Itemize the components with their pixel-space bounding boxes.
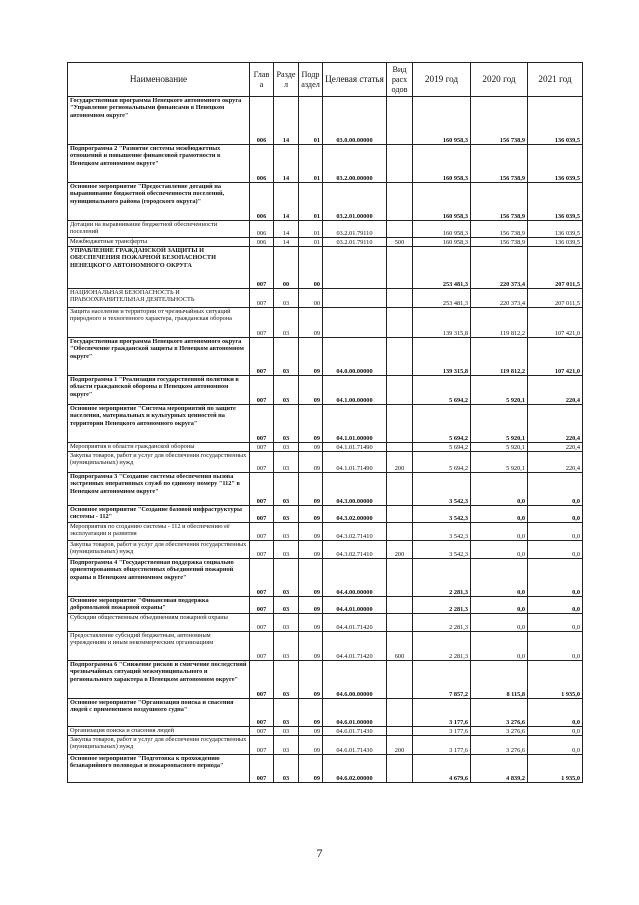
row-subsection-cell: 01 <box>299 97 323 145</box>
row-target-article-cell: 04.4.01.00000 <box>323 597 387 614</box>
row-2021-cell: 0,0 <box>528 699 583 727</box>
row-name-cell: Подпрограмма 2 "Развитие системы межбюджетных отношений и повышение финансовой грамотности в Ненецком автономном округе" <box>68 145 250 183</box>
row-2020-cell: 5 920,1 <box>471 443 528 452</box>
row-2021-cell: 1 935,0 <box>528 755 583 783</box>
row-expense-type-cell <box>387 755 413 783</box>
row-section-cell: 03 <box>274 376 299 405</box>
row-expense-type-cell <box>387 289 413 308</box>
row-name-cell: Предоставление субсидий бюджетным, автономным учреждениям и иным некоммерческим организациям <box>68 632 250 661</box>
table-row <box>68 405 583 443</box>
row-subsection-cell: 01 <box>299 183 323 221</box>
row-2020-cell: 3 276,6 <box>471 727 528 736</box>
row-section-cell: 00 <box>274 247 299 289</box>
row-section-cell: 14 <box>274 221 299 238</box>
row-chapter-cell: 007 <box>250 632 274 661</box>
table-row <box>68 247 583 289</box>
row-name-cell: Защита населения и территории от чрезвычайных ситуаций природного и техногенного характера, гражданская оборона <box>68 308 250 338</box>
row-target-article-cell: 04.6.01.00000 <box>323 699 387 727</box>
row-section-cell: 14 <box>274 183 299 221</box>
row-subsection-cell: 01 <box>299 238 323 247</box>
col-header-chapter: Глав а <box>250 63 274 97</box>
table-row <box>68 376 583 405</box>
row-target-article-cell <box>323 308 387 338</box>
row-2019-cell: 160 958,3 <box>413 183 471 221</box>
row-subsection-cell: 09 <box>299 523 323 541</box>
row-chapter-cell: 007 <box>250 473 274 506</box>
row-section-cell: 03 <box>274 289 299 308</box>
row-expense-type-cell <box>387 559 413 597</box>
row-chapter-cell: 007 <box>250 308 274 338</box>
row-expense-type-cell <box>387 699 413 727</box>
table-row <box>68 97 583 145</box>
row-subsection-cell: 09 <box>299 443 323 452</box>
row-2020-cell: 156 738,9 <box>471 97 528 145</box>
row-2021-cell: 136 039,5 <box>528 183 583 221</box>
row-expense-type-cell: 200 <box>387 736 413 755</box>
row-target-article-cell: 04.6.01.71430 <box>323 727 387 736</box>
table-row <box>68 597 583 614</box>
col-header-2020: 2020 год <box>471 63 528 97</box>
row-2021-cell: 0,0 <box>528 473 583 506</box>
row-chapter-cell: 007 <box>250 597 274 614</box>
row-2020-cell: 0,0 <box>471 523 528 541</box>
table-row <box>68 736 583 755</box>
row-2021-cell: 0,0 <box>528 736 583 755</box>
row-2021-cell: 0,0 <box>528 541 583 559</box>
row-name-cell: Закупка товаров, работ и услуг для обеспечения государственных (муниципальных) нужд <box>68 541 250 559</box>
row-2019-cell: 2 281,3 <box>413 597 471 614</box>
row-2020-cell: 5 920,1 <box>471 405 528 443</box>
row-2021-cell: 220,4 <box>528 452 583 473</box>
row-target-article-cell: 04.1.01.71490 <box>323 443 387 452</box>
row-chapter-cell: 007 <box>250 755 274 783</box>
table-row <box>68 614 583 632</box>
row-2019-cell: 7 857,2 <box>413 661 471 699</box>
row-subsection-cell: 09 <box>299 308 323 338</box>
row-2020-cell: 8 115,8 <box>471 661 528 699</box>
row-section-cell: 03 <box>274 736 299 755</box>
table-row <box>68 473 583 506</box>
row-name-cell: Подпрограмма 1 "Реализация государственной политики в области гражданской обороны в Ненецком автономном округе" <box>68 376 250 405</box>
row-expense-type-cell <box>387 247 413 289</box>
table-body <box>68 97 583 783</box>
row-chapter-cell: 006 <box>250 145 274 183</box>
row-2019-cell: 139 315,8 <box>413 308 471 338</box>
row-chapter-cell: 007 <box>250 452 274 473</box>
row-name-cell: Мероприятия в области гражданской обороны <box>68 443 250 452</box>
row-section-cell: 14 <box>274 238 299 247</box>
row-chapter-cell: 007 <box>250 443 274 452</box>
header-row <box>68 63 583 97</box>
row-2021-cell: 220,4 <box>528 405 583 443</box>
row-2020-cell: 220 373,4 <box>471 289 528 308</box>
row-section-cell: 03 <box>274 541 299 559</box>
row-2019-cell: 2 281,3 <box>413 559 471 597</box>
row-chapter-cell: 007 <box>250 338 274 376</box>
row-2019-cell: 160 958,3 <box>413 238 471 247</box>
table-row <box>68 559 583 597</box>
row-target-article-cell <box>323 289 387 308</box>
row-section-cell: 03 <box>274 699 299 727</box>
col-header-name: Наименование <box>68 63 250 97</box>
row-target-article-cell: 03.2.00.00000 <box>323 145 387 183</box>
row-target-article-cell: 04.4.01.71420 <box>323 632 387 661</box>
row-target-article-cell: 04.4.01.71420 <box>323 614 387 632</box>
row-chapter-cell: 007 <box>250 541 274 559</box>
table-row <box>68 755 583 783</box>
row-2020-cell: 0,0 <box>471 506 528 523</box>
row-subsection-cell: 09 <box>299 727 323 736</box>
row-target-article-cell: 03.2.01.00000 <box>323 183 387 221</box>
row-2019-cell: 5 694,2 <box>413 376 471 405</box>
row-2019-cell: 253 481,3 <box>413 289 471 308</box>
row-chapter-cell: 007 <box>250 523 274 541</box>
row-subsection-cell: 09 <box>299 541 323 559</box>
row-expense-type-cell <box>387 661 413 699</box>
row-name-cell: Основное мероприятие "Система мероприятий по защите населения, материальных и культурных ценностей на территории Ненецкого автономного округа" <box>68 405 250 443</box>
col-header-target-article: Целевая статья <box>323 63 387 97</box>
row-expense-type-cell <box>387 338 413 376</box>
row-2020-cell: 3 276,6 <box>471 699 528 727</box>
row-2020-cell: 4 839,2 <box>471 755 528 783</box>
row-expense-type-cell <box>387 443 413 452</box>
row-section-cell: 03 <box>274 443 299 452</box>
row-section-cell: 03 <box>274 473 299 506</box>
row-subsection-cell: 09 <box>299 452 323 473</box>
row-section-cell: 03 <box>274 614 299 632</box>
row-2021-cell: 136 039,5 <box>528 145 583 183</box>
row-section-cell: 03 <box>274 506 299 523</box>
row-subsection-cell: 09 <box>299 506 323 523</box>
row-2021-cell: 107 421,0 <box>528 308 583 338</box>
row-2019-cell: 3 542,3 <box>413 506 471 523</box>
row-name-cell: Подпрограмма 6 "Снижение рисков и смягчение последствий чрезвычайных ситуаций межмуниципального и регионального характера в Ненецком автономном округе" <box>68 661 250 699</box>
row-subsection-cell: 01 <box>299 221 323 238</box>
row-2019-cell: 160 958,3 <box>413 97 471 145</box>
table-row <box>68 145 583 183</box>
row-2020-cell: 119 812,2 <box>471 308 528 338</box>
row-chapter-cell: 007 <box>250 559 274 597</box>
row-expense-type-cell <box>387 221 413 238</box>
row-subsection-cell: 09 <box>299 632 323 661</box>
row-section-cell: 03 <box>274 632 299 661</box>
row-2020-cell: 156 738,9 <box>471 238 528 247</box>
row-expense-type-cell <box>387 727 413 736</box>
row-2021-cell: 0,0 <box>528 632 583 661</box>
row-subsection-cell: 01 <box>299 145 323 183</box>
row-subsection-cell: 09 <box>299 736 323 755</box>
row-expense-type-cell <box>387 97 413 145</box>
row-2020-cell: 0,0 <box>471 473 528 506</box>
table-row <box>68 632 583 661</box>
row-name-cell: Основное мероприятие "Создание базовой инфраструктуры системы - 112" <box>68 506 250 523</box>
row-subsection-cell: 09 <box>299 614 323 632</box>
row-section-cell: 14 <box>274 97 299 145</box>
row-target-article-cell: 04.1.01.71490 <box>323 452 387 473</box>
row-target-article-cell: 04.1.00.00000 <box>323 376 387 405</box>
row-name-cell: Государственная программа Ненецкого автономного округа "Обеспечение гражданской защиты в Ненецком автономном округе" <box>68 338 250 376</box>
row-target-article-cell: 04.4.00.00000 <box>323 559 387 597</box>
row-name-cell: Государственная программа Ненецкого автономного округа "Управление региональными финансами в Ненецком автономном округе" <box>68 97 250 145</box>
row-2019-cell: 3 177,6 <box>413 699 471 727</box>
row-section-cell: 03 <box>274 405 299 443</box>
row-chapter-cell: 006 <box>250 221 274 238</box>
row-subsection-cell: 09 <box>299 338 323 376</box>
row-2020-cell: 5 920,1 <box>471 452 528 473</box>
row-subsection-cell: 09 <box>299 405 323 443</box>
table-row <box>68 238 583 247</box>
row-2020-cell: 156 738,9 <box>471 221 528 238</box>
table-row <box>68 308 583 338</box>
table-row <box>68 661 583 699</box>
row-2019-cell: 5 694,2 <box>413 443 471 452</box>
row-2021-cell: 0,0 <box>528 614 583 632</box>
row-2020-cell: 5 920,1 <box>471 376 528 405</box>
row-2019-cell: 3 177,6 <box>413 727 471 736</box>
row-expense-type-cell <box>387 473 413 506</box>
row-chapter-cell: 006 <box>250 238 274 247</box>
row-2021-cell: 0,0 <box>528 727 583 736</box>
row-2020-cell: 220 373,4 <box>471 247 528 289</box>
row-target-article-cell: 04.3.02.71410 <box>323 523 387 541</box>
row-2019-cell: 5 694,2 <box>413 405 471 443</box>
row-subsection-cell: 09 <box>299 473 323 506</box>
row-subsection-cell: 09 <box>299 559 323 597</box>
row-2020-cell: 156 738,9 <box>471 183 528 221</box>
row-2020-cell: 0,0 <box>471 541 528 559</box>
table-row <box>68 221 583 238</box>
row-subsection-cell: 09 <box>299 597 323 614</box>
row-expense-type-cell: 500 <box>387 238 413 247</box>
table-row <box>68 523 583 541</box>
row-section-cell: 03 <box>274 452 299 473</box>
row-target-article-cell: 04.3.02.00000 <box>323 506 387 523</box>
row-2019-cell: 3 542,3 <box>413 541 471 559</box>
row-2021-cell: 107 421,0 <box>528 338 583 376</box>
table-row <box>68 443 583 452</box>
row-2019-cell: 2 281,3 <box>413 614 471 632</box>
row-name-cell: Межбюджетные трансферты <box>68 238 250 247</box>
col-header-section: Разде л <box>274 63 299 97</box>
row-2019-cell: 253 481,3 <box>413 247 471 289</box>
row-target-article-cell: 04.3.02.71410 <box>323 541 387 559</box>
row-expense-type-cell <box>387 145 413 183</box>
table-row <box>68 541 583 559</box>
row-chapter-cell: 007 <box>250 376 274 405</box>
row-chapter-cell: 006 <box>250 183 274 221</box>
row-name-cell: Организация поиска и спасения людей <box>68 727 250 736</box>
row-chapter-cell: 007 <box>250 405 274 443</box>
row-name-cell: Закупка товаров, работ и услуг для обеспечения государственных (муниципальных) нужд <box>68 452 250 473</box>
row-2020-cell: 0,0 <box>471 559 528 597</box>
row-2021-cell: 220,4 <box>528 376 583 405</box>
table-row <box>68 506 583 523</box>
row-target-article-cell: 04.3.00.00000 <box>323 473 387 506</box>
col-header-subsection: Подр аздел <box>299 63 323 97</box>
row-section-cell: 03 <box>274 559 299 597</box>
row-expense-type-cell <box>387 523 413 541</box>
row-section-cell: 03 <box>274 523 299 541</box>
row-2020-cell: 119 812,2 <box>471 338 528 376</box>
row-2021-cell: 207 011,5 <box>528 289 583 308</box>
row-target-article-cell: 04.6.02.00000 <box>323 755 387 783</box>
row-section-cell: 03 <box>274 338 299 376</box>
row-2021-cell: 207 011,5 <box>528 247 583 289</box>
row-name-cell: Субсидии общественным объединениям пожарной охраны <box>68 614 250 632</box>
table-row <box>68 183 583 221</box>
row-subsection-cell: 00 <box>299 247 323 289</box>
col-header-expense-type: Вид расх одов <box>387 63 413 97</box>
table-row <box>68 699 583 727</box>
col-header-2021: 2021 год <box>528 63 583 97</box>
row-name-cell: Основное мероприятие "Финансовая поддержка добровольной пожарной охраны" <box>68 597 250 614</box>
row-chapter-cell: 007 <box>250 247 274 289</box>
row-chapter-cell: 007 <box>250 506 274 523</box>
row-2020-cell: 156 738,9 <box>471 145 528 183</box>
row-2020-cell: 0,0 <box>471 614 528 632</box>
row-section-cell: 14 <box>274 145 299 183</box>
row-target-article-cell: 04.1.01.00000 <box>323 405 387 443</box>
row-2020-cell: 0,0 <box>471 632 528 661</box>
row-2019-cell: 3 542,3 <box>413 523 471 541</box>
row-2021-cell: 220,4 <box>528 443 583 452</box>
row-2019-cell: 139 315,8 <box>413 338 471 376</box>
row-2019-cell: 160 958,3 <box>413 145 471 183</box>
row-target-article-cell: 03.0.00.00000 <box>323 97 387 145</box>
row-2021-cell: 136 039,5 <box>528 238 583 247</box>
row-name-cell: Мероприятия по созданию системы - 112 и обеспечению её эксплуатации и развития <box>68 523 250 541</box>
row-target-article-cell: 04.0.00.00000 <box>323 338 387 376</box>
row-name-cell: Основное мероприятие "Предоставление дотаций на выравнивание бюджетной обеспеченности поселений, муниципального района (городского округа)" <box>68 183 250 221</box>
row-chapter-cell: 007 <box>250 614 274 632</box>
row-expense-type-cell <box>387 308 413 338</box>
page-number: 7 <box>316 846 323 860</box>
row-subsection-cell: 09 <box>299 661 323 699</box>
row-name-cell: Основное мероприятие "Подготовка к прохождению безаварийного половодья и пожароопасного периода" <box>68 755 250 783</box>
row-2021-cell: 0,0 <box>528 506 583 523</box>
table-row <box>68 289 583 308</box>
row-2021-cell: 1 935,0 <box>528 661 583 699</box>
table-row <box>68 727 583 736</box>
budget-table <box>67 62 583 783</box>
row-2021-cell: 136 039,5 <box>528 97 583 145</box>
row-section-cell: 03 <box>274 597 299 614</box>
row-target-article-cell <box>323 247 387 289</box>
row-section-cell: 03 <box>274 308 299 338</box>
row-2021-cell: 136 039,5 <box>528 221 583 238</box>
row-expense-type-cell: 600 <box>387 632 413 661</box>
row-target-article-cell: 04.6.01.71430 <box>323 736 387 755</box>
row-expense-type-cell <box>387 183 413 221</box>
table-row <box>68 452 583 473</box>
row-subsection-cell: 09 <box>299 755 323 783</box>
row-name-cell: УПРАВЛЕНИЕ ГРАЖДАНСКОЙ ЗАЩИТЫ И ОБЕСПЕЧЕНИЯ ПОЖАРНОЙ БЕЗОПАСНОСТИ НЕНЕЦКОГО АВТОНОМНОГО ОКРУГА <box>68 247 250 289</box>
row-chapter-cell: 007 <box>250 736 274 755</box>
row-2019-cell: 4 679,6 <box>413 755 471 783</box>
row-2019-cell: 3 177,6 <box>413 736 471 755</box>
row-expense-type-cell <box>387 597 413 614</box>
row-name-cell: Основное мероприятие "Организация поиска и спасения людей с применением воздушного судна" <box>68 699 250 727</box>
row-expense-type-cell <box>387 405 413 443</box>
row-expense-type-cell <box>387 614 413 632</box>
row-subsection-cell: 00 <box>299 289 323 308</box>
row-section-cell: 03 <box>274 755 299 783</box>
row-section-cell: 03 <box>274 661 299 699</box>
row-2019-cell: 2 281,3 <box>413 632 471 661</box>
row-2019-cell: 160 958,3 <box>413 221 471 238</box>
row-name-cell: Закупка товаров, работ и услуг для обеспечения государственных (муниципальных) нужд <box>68 736 250 755</box>
row-2021-cell: 0,0 <box>528 523 583 541</box>
row-target-article-cell: 03.2.01.79110 <box>323 238 387 247</box>
row-2020-cell: 3 276,6 <box>471 736 528 755</box>
row-expense-type-cell: 200 <box>387 541 413 559</box>
row-subsection-cell: 09 <box>299 376 323 405</box>
row-2019-cell: 3 542,3 <box>413 473 471 506</box>
row-name-cell: Подпрограмма 3 "Создание системы обеспечения вызова экстренных оперативных служб по единому номеру "112" в Ненецком автономном округе" <box>68 473 250 506</box>
row-name-cell: Дотации на выравнивание бюджетной обеспеченности поселений <box>68 221 250 238</box>
row-name-cell: НАЦИОНАЛЬНАЯ БЕЗОПАСНОСТЬ И ПРАВООХРАНИТЕЛЬНАЯ ДЕЯТЕЛЬНОСТЬ <box>68 289 250 308</box>
col-header-2019: 2019 год <box>413 63 471 97</box>
row-name-cell: Подпрограмма 4 "Государственная поддержка социально ориентированных общественных объединений пожарной охраны в Ненецком автономном округе" <box>68 559 250 597</box>
row-chapter-cell: 007 <box>250 661 274 699</box>
row-target-article-cell: 03.2.01.79110 <box>323 221 387 238</box>
row-2021-cell: 0,0 <box>528 597 583 614</box>
row-chapter-cell: 007 <box>250 699 274 727</box>
row-expense-type-cell: 200 <box>387 452 413 473</box>
row-expense-type-cell <box>387 506 413 523</box>
row-expense-type-cell <box>387 376 413 405</box>
row-section-cell: 03 <box>274 727 299 736</box>
row-chapter-cell: 007 <box>250 727 274 736</box>
row-2020-cell: 0,0 <box>471 597 528 614</box>
table-row <box>68 338 583 376</box>
row-2021-cell: 0,0 <box>528 559 583 597</box>
row-chapter-cell: 006 <box>250 97 274 145</box>
row-subsection-cell: 09 <box>299 699 323 727</box>
row-2019-cell: 5 694,2 <box>413 452 471 473</box>
row-target-article-cell: 04.6.00.00000 <box>323 661 387 699</box>
row-chapter-cell: 007 <box>250 289 274 308</box>
